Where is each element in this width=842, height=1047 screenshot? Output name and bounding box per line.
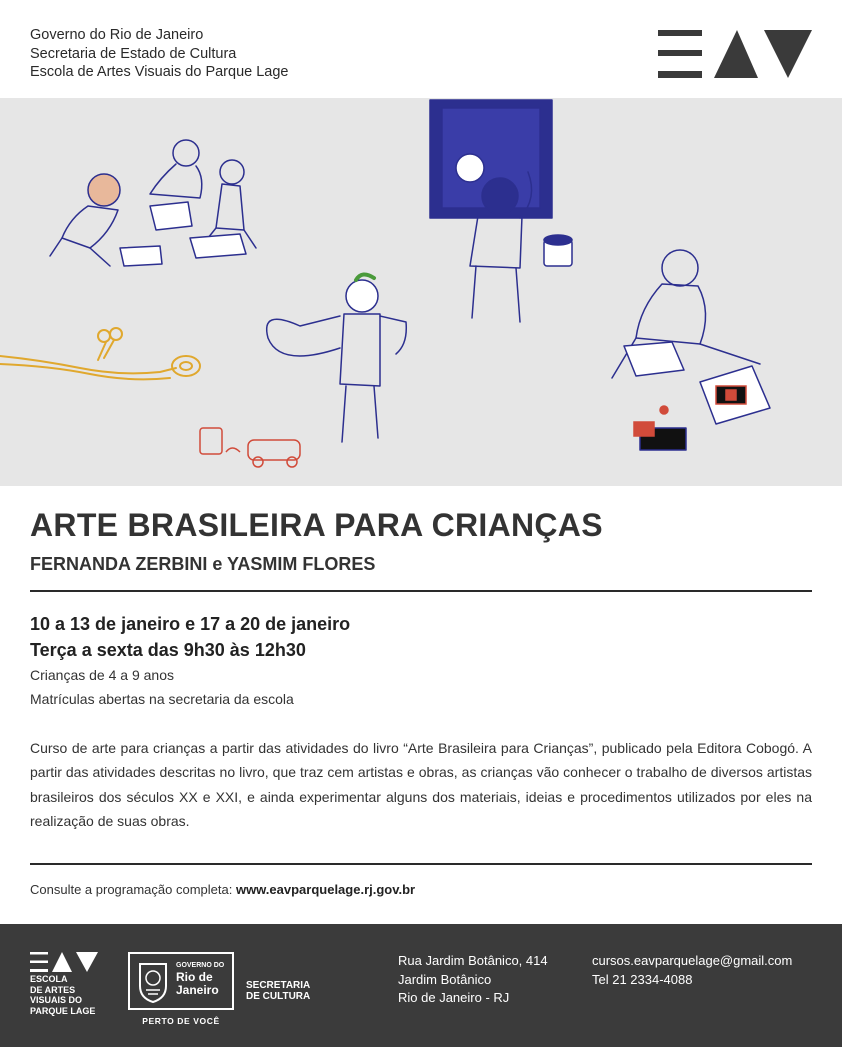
contact-phone: Tel 21 2334-4088 [592,971,693,987]
event-schedule: Terça a sexta das 9h30 às 12h30 [30,640,306,660]
contact-block [592,952,792,989]
enrollment-info: Matrículas abertas na secretaria da escola [30,691,294,707]
address-city: Rio de Janeiro - RJ [398,990,510,1005]
page-header [0,0,842,98]
eav-name-lines [30,974,95,1016]
eav-logo-icon [658,30,812,78]
consult-label: Consulte a programação completa: [30,882,236,897]
children-art-illustration [0,98,842,486]
website-link[interactable]: www.eavparquelage.rj.gov.br [235,882,416,897]
gov-small-label: GOVERNO DO [176,962,225,969]
eav-line: VISUAIS DO [30,995,83,1005]
eav-line: DE ARTES [30,984,76,995]
address-neighborhood: Jardim Botânico [398,971,492,987]
age-range: Crianças de 4 a 9 anos [30,667,174,683]
address-block [398,952,548,1008]
course-description: Curso de arte para crianças a partir das atividades do livro “Arte Brasileira para Crianças”, publicado pela Editora Cobogó. A partir das atividades descritas no livro, que traz cem artistas e obras, as crianças vão conhecer o trabalho de diversos artistas brasileiros dos séculos XX e XXI, e ainda experimentar alguns dos materiais, ideias e procedimentos utilizados por eles na realização de suas obras. [30,740,812,829]
page-footer [0,924,842,1047]
event-dates: 10 a 13 de janeiro e 17 a 20 de janeiro [30,614,351,634]
address-street: Rua Jardim Botânico, 414 [398,953,548,968]
institution-line-school: Escola de Artes Visuais do Parque Lage [30,64,289,80]
consult-line [30,882,415,897]
eav-logo-icon [30,952,100,972]
perto-de-voce-tagline: PERTO DE VOCÊ [142,1016,220,1026]
children-drawing [0,98,842,486]
gov-rio-label: Rio de [176,970,213,984]
divider-top [30,590,812,592]
secretaria-line: DE CULTURA [246,991,311,1002]
contact-email[interactable]: cursos.eavparquelage@gmail.com [592,953,793,968]
gov-janeiro-label: Janeiro [176,983,219,997]
eav-line: PARQUE LAGE [30,1005,96,1016]
rio-crest-icon [136,960,170,1004]
secretaria-cultura-label [246,980,310,1002]
authors: FERNANDA ZERBINI e YASMIM FLORES [30,554,376,574]
eav-line: ESCOLA [30,974,68,984]
institution-lines [30,26,289,82]
institution-line-government: Governo do Rio de Janeiro [30,27,204,43]
government-seal [128,952,234,1010]
institution-line-secretariat: Secretaria de Estado de Cultura [30,45,237,62]
divider-bottom [30,863,812,865]
page-title: ARTE BRASILEIRA PARA CRIANÇAS [30,507,603,543]
secretaria-line: SECRETARIA [246,980,311,991]
